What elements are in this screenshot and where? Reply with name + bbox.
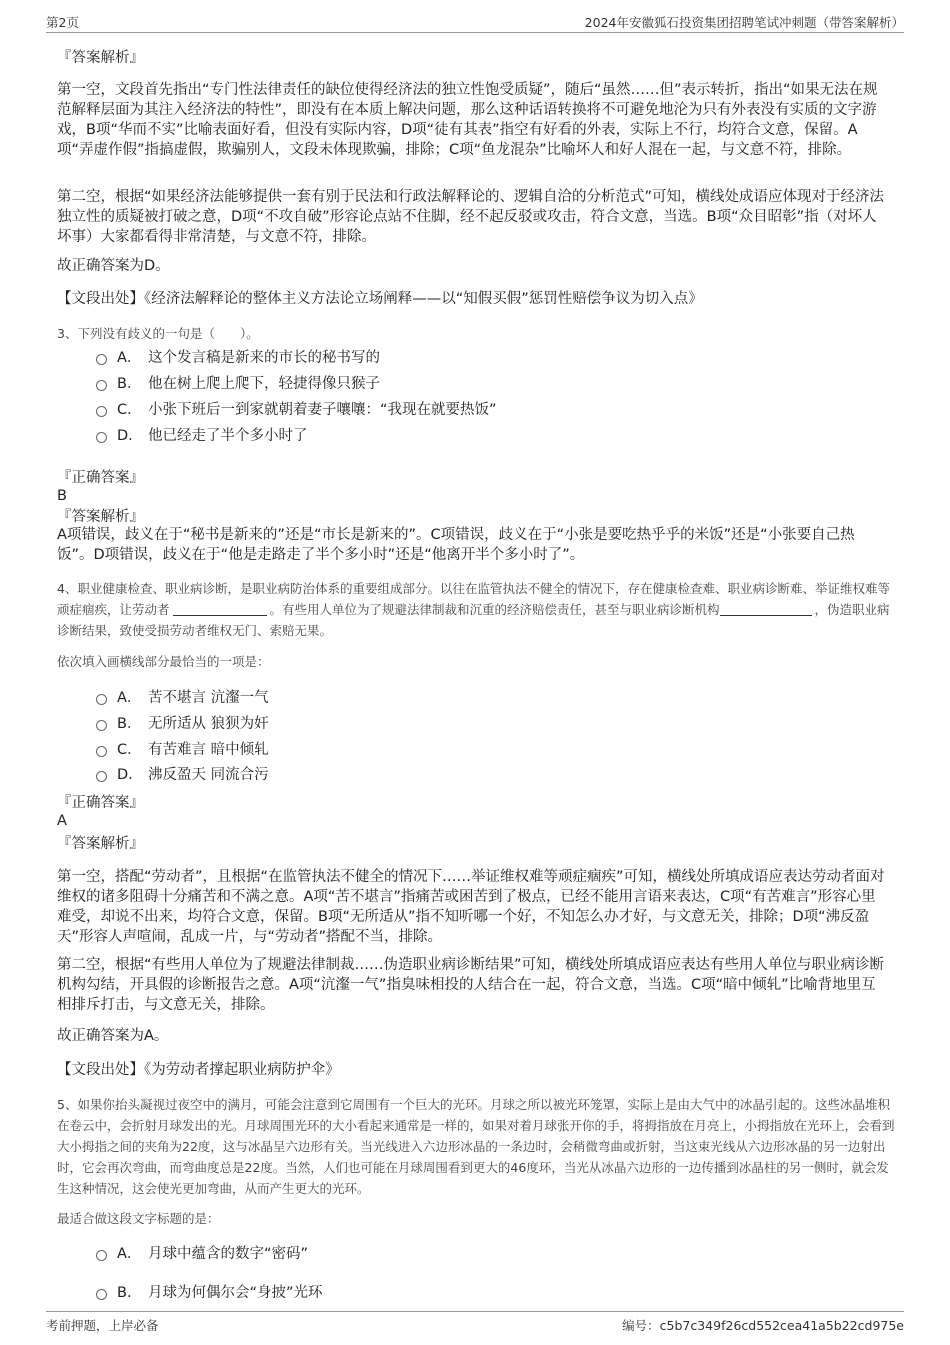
q4-source: 【文段出处】《为劳动者撑起职业病防护伞》: [57, 1062, 340, 1078]
q2-analysis-para2: 第二空，根据“如果经济法能够提供一套有别于民法和行政法解释论的、逻辑自洽的分析范式”可知，横线处成语应体现对于经济法独立性的质疑被打破之意，D项“不攻自破”形容论点站不住脚，经不起反驳或攻击，符合文意，当选。B项“众目昭彰”指（对坏人坏事）大家都看得非常清楚，与文意不符，排除。: [57, 189, 885, 245]
radio-icon[interactable]: [96, 380, 107, 391]
q4-stem: 4、职业健康检查、职业病诊断，是职业病防治体系的重要组成部分。以往在监管执法不健全的情况下，存在健康检查难、职业病诊断难、举证维权难等顽症痼疾，让劳动者 。有些用人单位为了规避法律制裁和沉重的经济赔偿责任，甚至与职业病诊断机构 ，伪造职业病诊断结果，致使受损劳动者维权无门、索赔无果。: [57, 581, 890, 638]
q4-answer: A: [57, 813, 67, 829]
q2-analysis-label: 『答案解析』: [57, 50, 144, 66]
q5-option-b[interactable]: B． 月球为何偶尔会“身披”光环: [96, 1283, 323, 1303]
page-footer: [46, 1311, 904, 1334]
radio-icon[interactable]: [96, 406, 107, 417]
radio-icon[interactable]: [96, 432, 107, 443]
q4-option-c[interactable]: C． 有苦难言 暗中倾轧: [96, 740, 269, 760]
q3-option-b[interactable]: B． 他在树上爬上爬下，轻捷得像只猴子: [96, 374, 380, 394]
q4-analysis-para1: 第一空，搭配“劳动者”，且根据“在监管执法不健全的情况下……举证维权难等顽症痼疾”可知，横线处所填成语应表达劳动者面对维权的诸多阻碍十分痛苦和不满之意。A项“苦不堪言”指痛苦或困苦到了极点，已经不能用言语来表达，C项“有苦难言”形容心里难受，却说不出来，均符合文意，保留。B项“无所适从”指不知听哪一个好，不知怎么办才好，与文意无关，排除；D项“沸反盈天”形容人声喧闹，乱成一片，与“劳动者”搭配不当，排除。: [57, 869, 885, 945]
document-title: 2024年安徽狐石投资集团招聘笔试冲刺题（带答案解析）: [584, 15, 904, 30]
q2-source: 【文段出处】《经济法解释论的整体主义方法论立场阐释——以“知假买假”惩罚性赔偿争议为切入点》: [57, 291, 703, 307]
q3-option-c[interactable]: C． 小张下班后一到家就朝着妻子嚷嚷：“我现在就要热饭”: [96, 400, 497, 420]
q2-conclusion: 故正确答案为D。: [57, 258, 170, 274]
blank-2: [720, 603, 812, 616]
page-number: 第2页: [46, 15, 79, 30]
radio-icon[interactable]: [96, 694, 107, 705]
q3-analysis: A项错误，歧义在于“秘书是新来的”还是“市长是新来的”。C项错误，歧义在于“小张是要吃热乎乎的米饭”还是“小张要自己热饭”。D项错误，歧义在于“他是走路走了半个多小时”还是“他离开半个多小时了”。: [57, 527, 855, 563]
radio-icon[interactable]: [96, 746, 107, 757]
page-header: [46, 10, 904, 33]
q4-conclusion: 故正确答案为A。: [57, 1028, 169, 1044]
q5-stem: 5、如果你抬头凝视过夜空中的满月，可能会注意到它周围有一个巨大的光环。月球之所以被光环笼罩，实际上是由大气中的冰晶引起的。这些冰晶堆积在卷云中，会折射月球发出的光。月球周围光环的大小看起来通常是一样的，如果对着月球张开你的手，将拇指放在月亮上，小拇指放在光环上，会看到大小拇指之间的夹角为22度，这与冰晶呈六边形有关。当光线进入六边形冰晶的一条边时，会稍微弯曲或折射，当这束光线从六边形冰晶的另一边射出时，它会再次弯曲，而弯曲度总是22度。当然，人们也可能在月球周围看到更大的46度环，当光从冰晶六边形的一边传播到冰晶柱的另一侧时，就会发生这种情况，这会使光更加弯曲，从而产生更大的光环。: [57, 1097, 895, 1196]
q4-option-b[interactable]: B． 无所适从 狼狈为奸: [96, 714, 269, 734]
q4-option-d[interactable]: D． 沸反盈天 同流合污: [96, 765, 269, 785]
q3-option-a[interactable]: A． 这个发言稿是新来的市长的秘书写的: [96, 348, 380, 368]
q2-analysis-para1: 第一空，文段首先指出“专门性法律责任的缺位使得经济法的独立性饱受质疑”，随后“虽然……但”表示转折，指出“如果无法在规范解释层面为其注入经济法的特性”，即没有在本质上解决问题，那么这种话语转换将不可避免地沦为只有外表没有实质的文字游戏，B项“华而不实”比喻表面好看，但没有实际内容，D项“徒有其表”指空有好看的外表，实际上不行，均符合文意，保留。A项“弄虚作假”指搞虚假，欺骗别人，文段未体现欺骗，排除；C项“鱼龙混杂”比喻坏人和好人混在一起，与文意不符，排除。: [57, 82, 878, 158]
q3-answer-label: 『正确答案』: [57, 470, 144, 486]
q4-option-a[interactable]: A． 苦不堪言 沆瀣一气: [96, 688, 269, 708]
footer-slogan: 考前押题，上岸必备: [46, 1318, 159, 1333]
q5-option-a[interactable]: A． 月球中蕴含的数字“密码”: [96, 1244, 308, 1264]
q5-prompt: 最适合做这段文字标题的是：: [57, 1211, 220, 1226]
radio-icon[interactable]: [96, 1250, 107, 1261]
q4-prompt: 依次填入画横线部分最恰当的一项是：: [57, 654, 270, 669]
q4-analysis-label: 『答案解析』: [57, 836, 144, 852]
radio-icon[interactable]: [96, 1289, 107, 1300]
q4-analysis-para2: 第二空，根据“有些用人单位为了规避法律制裁……伪造职业病诊断结果”可知，横线处所填成语应表达有些用人单位与职业病诊断机构勾结，开具假的诊断报告之意。A项“沆瀣一气”指臭味相投的人结合在一起，符合文意，当选。C项“暗中倾轧”比喻背地里互相排斥打击，与文意无关，排除。: [57, 957, 885, 1013]
blank-1: [173, 603, 267, 616]
q3-stem: 3、下列没有歧义的一句是（ ）。: [57, 326, 259, 341]
q3-analysis-label: 『答案解析』: [57, 509, 144, 525]
radio-icon[interactable]: [96, 354, 107, 365]
q4-answer-label: 『正确答案』: [57, 795, 144, 811]
q3-answer: B: [57, 488, 67, 504]
q3-option-d[interactable]: D． 他已经走了半个多小时了: [96, 426, 308, 446]
radio-icon[interactable]: [96, 771, 107, 782]
radio-icon[interactable]: [96, 720, 107, 731]
document-code: 编号：c5b7c349f26cd552cea41a5b22cd975e: [622, 1318, 904, 1333]
